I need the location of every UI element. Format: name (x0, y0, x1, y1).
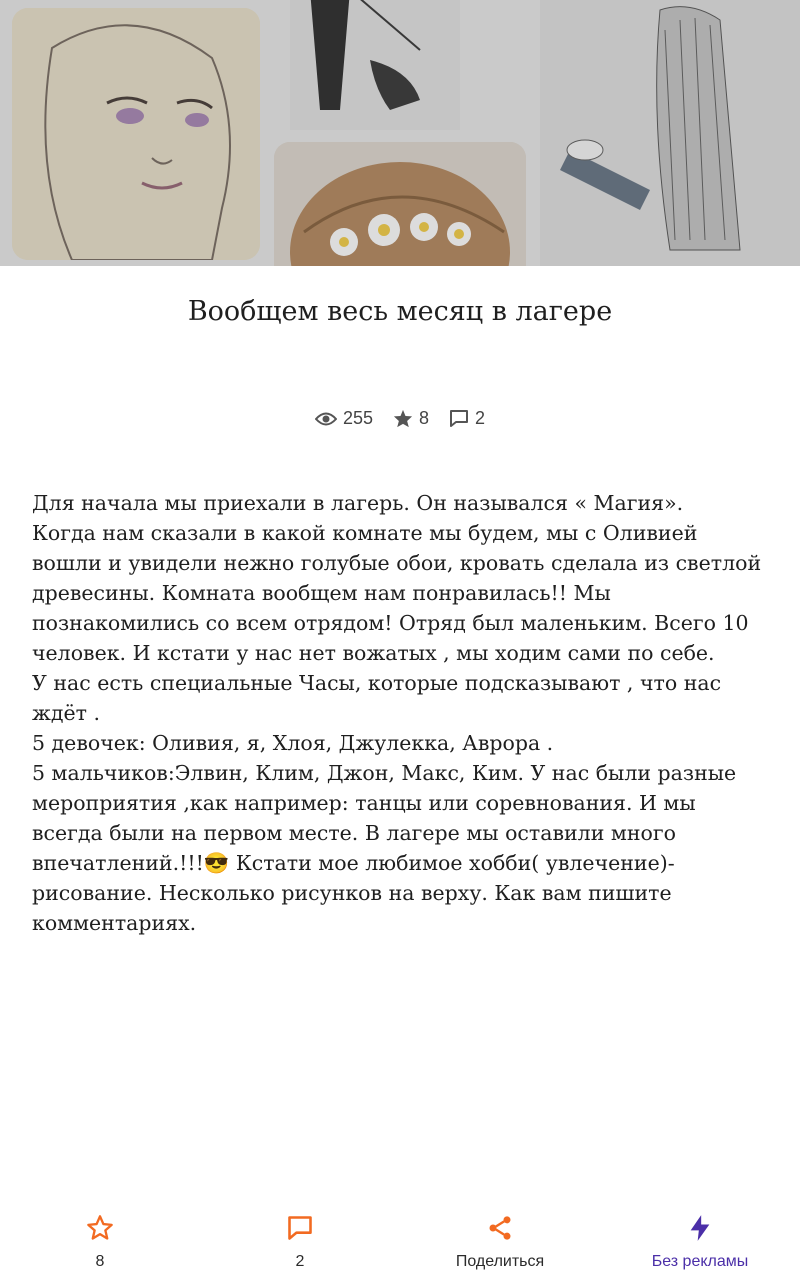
star-button-count: 8 (95, 1253, 105, 1270)
views-stat (315, 408, 373, 429)
story-body: Для начала мы приехали в лагерь. Он назывался « Магия». Когда нам сказали в какой комнате мы будем, мы с Оливией вошли и увидели нежно голубые обои, кровать сделала из светлой древесины. Комната вообщем нам понравилась!! Мы познакомились со всем отрядом! Отряд был маленьким. Всего 10 человек. И кстати у нас нет вожатых , мы ходим сами по себе. У нас есть специальные Часы, которые подсказывают , что нас ждёт . 5 девочек: Оливия, я, Хлоя, Джулекка, Аврора . 5 мальчиков:Элвин, Клим, Джон, Макс, Ким. У нас были разные мероприятия ,как например: танцы или соревнования. И мы всегда были на первом месте. В лагере мы оставили много впечатлений.!!!😎 Кстати мое любимое хобби( увлечение)-рисование. Несколько рисунков на верху. Как вам пишите комментариях. (32, 491, 762, 935)
share-button[interactable] (400, 1200, 600, 1280)
story-title: Вообщем весь месяц в лагере (187, 296, 613, 327)
no-ads-button[interactable] (600, 1200, 800, 1280)
no-ads-label: Без рекламы (651, 1253, 749, 1270)
comments-button[interactable] (200, 1200, 400, 1280)
share-label: Поделиться (455, 1253, 545, 1270)
share-icon (486, 1214, 514, 1247)
star-icon (393, 409, 413, 428)
bottom-action-bar (0, 1200, 800, 1280)
views-count: 255 (342, 408, 373, 428)
comments-button-count: 2 (295, 1253, 305, 1270)
eye-icon (315, 411, 337, 427)
star-outline-icon (86, 1214, 114, 1247)
comments-count: 2 (475, 408, 486, 428)
story-stats (0, 408, 800, 429)
star-button[interactable] (0, 1200, 200, 1280)
comment-icon (449, 409, 469, 428)
lightning-icon (686, 1214, 714, 1247)
header-overlay (0, 0, 800, 266)
comment-outline-icon (286, 1214, 314, 1247)
stars-count: 8 (419, 408, 430, 428)
stars-stat (393, 408, 429, 429)
header-image (0, 0, 800, 266)
comments-stat (449, 408, 485, 429)
